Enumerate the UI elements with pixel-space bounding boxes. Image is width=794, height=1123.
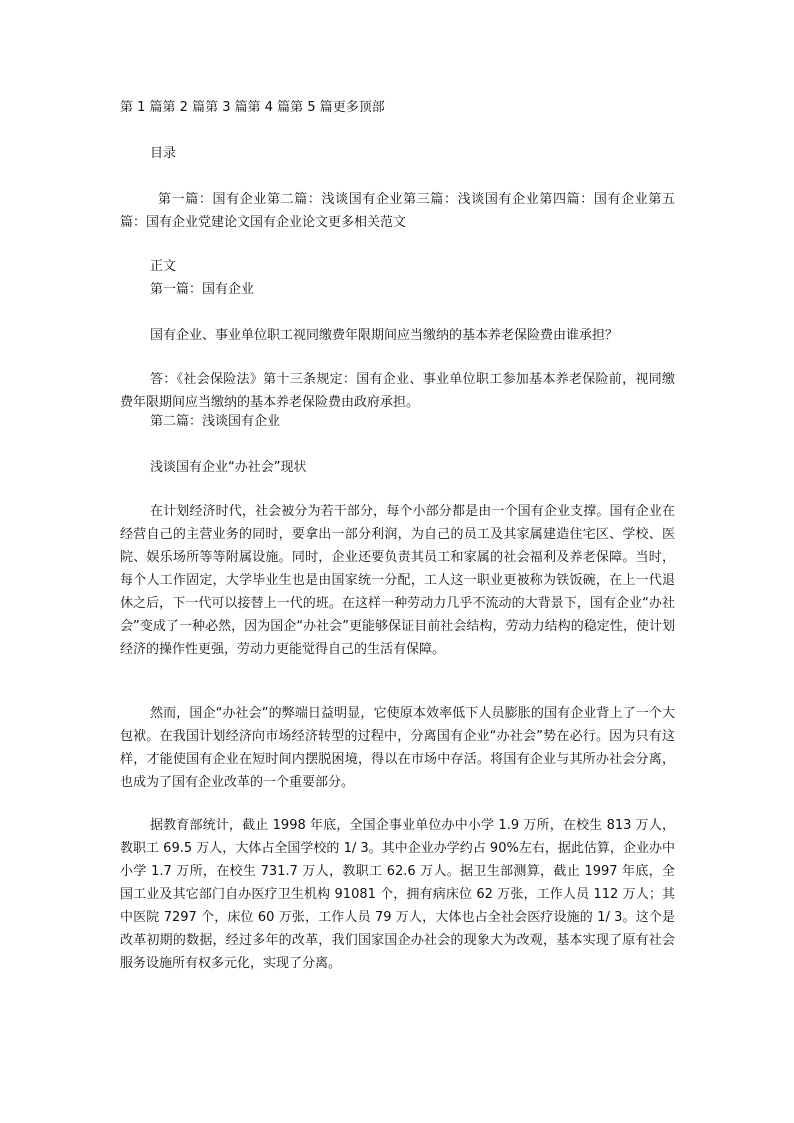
- toc-body: 第一篇：国有企业第二篇：浅谈国有企业第三篇：浅谈国有企业第四篇：国有企业第五篇：国有企业党建论文国有企业论文更多相关范文: [120, 192, 675, 230]
- paragraph-3: 据教育部统计，截止 1998 年底，全国企事业单位办中小学 1.9 万所，在校生 813 万人，教职工 69.5 万人，大体占全国学校的 1/ 3。其中企业办学约占 90%左右，据此估算，企业办中小学 1.7 万所，在校生 731.7 万人，教职工 62.6 万人。据卫生部测算，截止 1997 年底，全国工业及其它部门自办医疗卫生机构 91081 个，拥有病床位 62 万张，工作人员 112 万人；其中医院 7297 个，床位 60 万张，工作人员 79 万人，大体也占全社会医疗设施的 1/ 3。这个是改革初期的数据，经过多年的改革，我们国家国企办社会的现象大为改观，基本实现了原有社会服务设施所有权多元化，实现了分离。: [120, 818, 675, 971]
- nav-link-top[interactable]: 顶部: [358, 100, 385, 115]
- nav-link-5[interactable]: 第 5 篇: [290, 100, 333, 115]
- top-nav: [120, 96, 675, 119]
- main-heading: 正文: [150, 259, 177, 274]
- nav-link-3[interactable]: 第 3 篇: [205, 100, 248, 115]
- paragraph-2: 然而，国企“办社会”的弊端日益明显，它使原本效率低下人员膨胀的国有企业背上了一个大包袱。在我国计划经济向市场经济转型的过程中，分离国有企业“办社会”势在必行。因为只有这样，才能使国有企业在短时间内摆脱困境，得以在市场中存活。将国有企业与其所办社会分离，也成为了国有企业改革的一个重要部分。: [120, 706, 675, 790]
- paragraph-1: 在计划经济时代，社会被分为若干部分，每个小部分都是由一个国有企业支撑。国有企业在经营自己的主营业务的同时，要拿出一部分利润，为自己的员工及其家属建造住宅区、学校、医院、娱乐场所等等附属设施。同时，企业还要负责其员工和家属的社会福利及养老保障。当时，每个人工作固定，大学毕业生也是由国家统一分配，工人这一职业更被称为铁饭碗，在上一代退休之后，下一代可以接替上一代的班。在这样一种劳动力几乎不流动的大背景下，国有企业“办社会”变成了一种必然，因为国企“办社会”更能够保证目前社会结构，劳动力结构的稳定性，使计划经济的操作性更强，劳动力更能觉得自己的生活有保障。: [120, 504, 675, 657]
- nav-link-1[interactable]: 第 1 篇: [120, 100, 163, 115]
- nav-link-more[interactable]: 更多: [332, 100, 359, 115]
- toc-heading: 目录: [150, 146, 177, 161]
- article1-title: 第一篇：国有企业: [150, 282, 255, 297]
- article2-title: 第二篇：浅谈国有企业: [150, 414, 281, 429]
- article-subtitle: 浅谈国有企业“办社会”现状: [150, 460, 307, 475]
- nav-link-2[interactable]: 第 2 篇: [162, 100, 206, 115]
- answer-text: 答：《社会保险法》第十三条规定：国有企业、事业单位职工参加基本养老保险前，视同缴费年限期间应当缴纳的基本养老保险费由政府承担。: [120, 372, 675, 410]
- nav-link-4[interactable]: 第 4 篇: [247, 100, 291, 115]
- question-text: 国有企业、事业单位职工视同缴费年限期间应当缴纳的基本养老保险费由谁承担？: [150, 328, 619, 343]
